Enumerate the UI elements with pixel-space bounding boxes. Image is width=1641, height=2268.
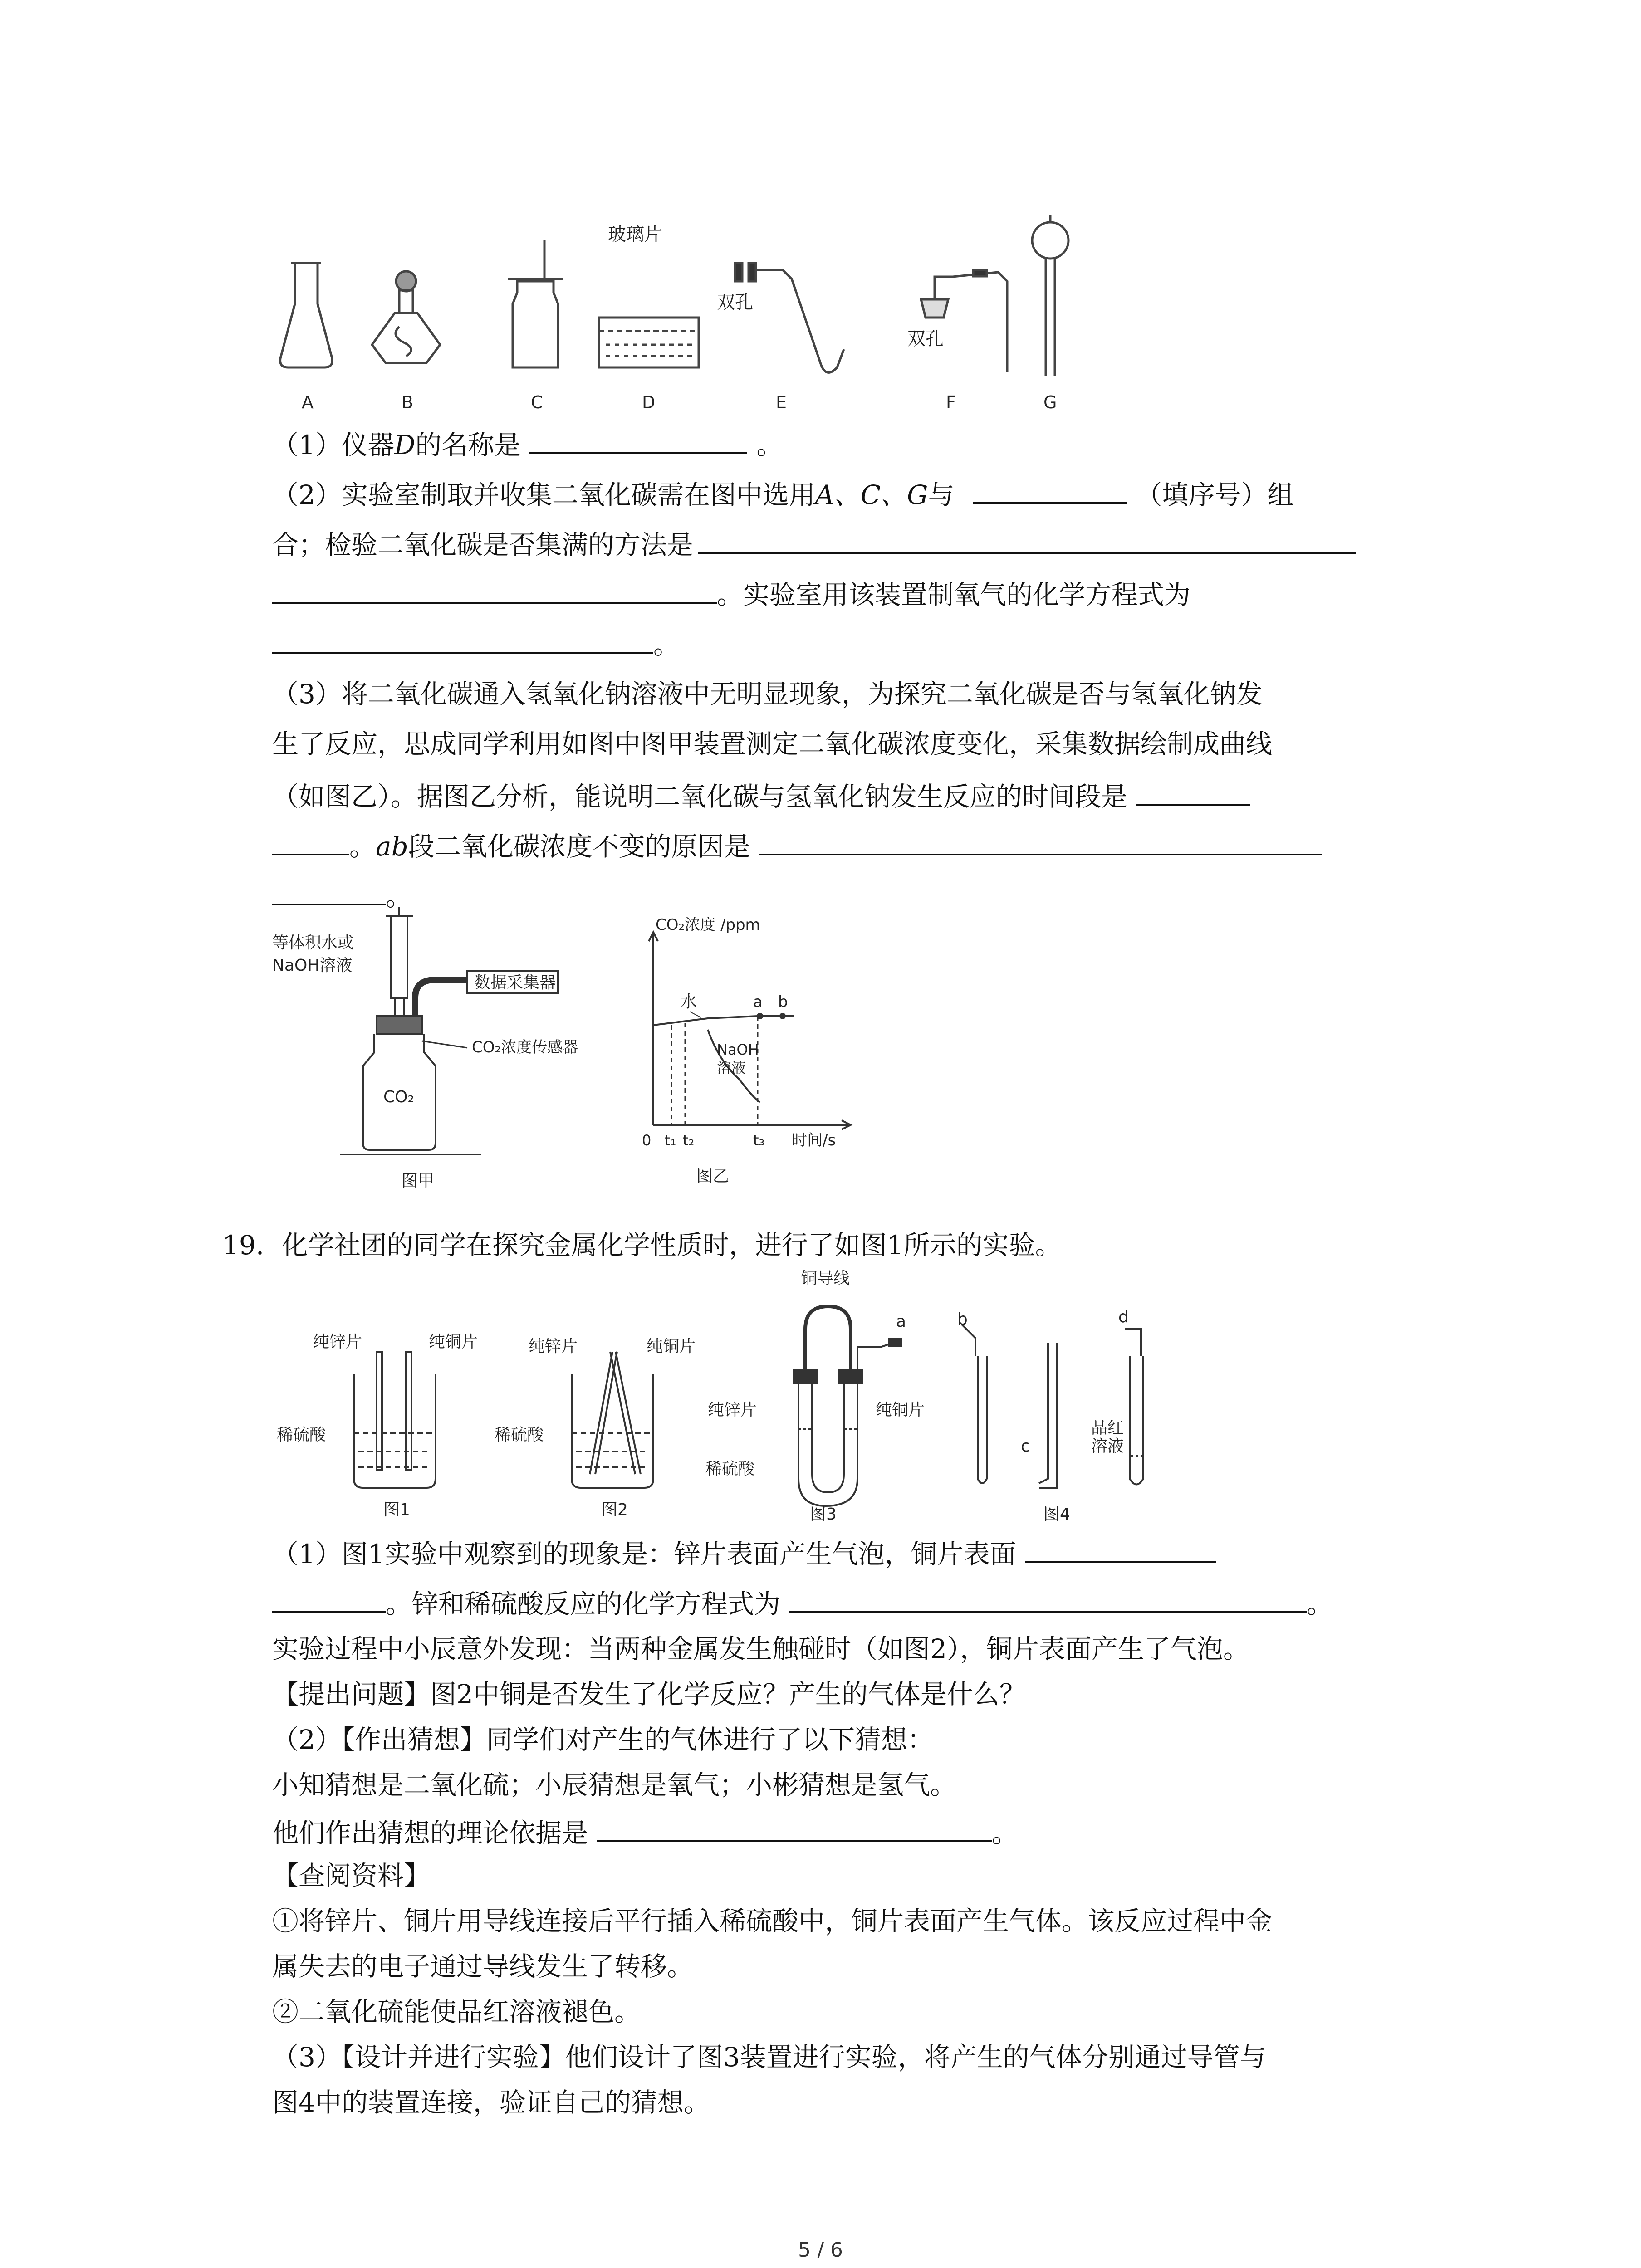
q18-p2-e: 。实验室用该装置制氧气的化学方程式为 [717,579,1191,610]
fig1-caption: 图1 [383,1501,410,1519]
origin-label: 0 [642,1132,652,1149]
q19-ref1-line1: ①将锌片、铜片用导线连接后平行插入稀硫酸中，铜片表面产生气体。该反应过程中金 [272,1906,1273,1936]
double-hole-f-label: 双孔 [907,328,944,349]
figure-jia [272,907,635,1188]
label-a: A [302,392,314,412]
data-collector-label: 数据采集器 [474,973,556,992]
apparatus-figure [254,213,1116,422]
q18-p2-f: 。 [653,629,680,660]
q19-question: 【提出问题】图2中铜是否发生了化学反应？产生的气体是什么？ [272,1679,1026,1710]
q18-part2-line3 [272,574,1190,613]
figures-1-to-4 [272,1266,1243,1524]
label-f: F [946,392,956,412]
tube-b [962,1325,975,1356]
bottle-co2-label: CO₂ [383,1088,414,1106]
q18-part2-line4 [272,624,680,663]
q19-number: 19. [222,1230,265,1261]
fig4-b-label: b [957,1310,968,1329]
q19-basis [272,1812,1018,1851]
q19-intro [222,1227,1062,1263]
q18-p3-l3: （如图乙）。据图乙分析，能说明二氧化碳与氢氧化钠发生反应的时间段是 [272,781,1128,812]
answer-blank-6[interactable] [1136,776,1250,806]
q18-part3-line4 [272,826,1322,865]
point-a [757,1013,763,1019]
q19-part1-line1 [272,1533,1216,1572]
fig3-copper-label: 纯铜片 [876,1401,925,1419]
figure-jia-caption: 图甲 [402,1172,435,1188]
fig4-pinhong-2: 溶液 [1091,1437,1124,1456]
q18-p1-post: 的名称是 [415,430,521,460]
answer-blank-10[interactable] [1025,1533,1216,1563]
fig3-a-label: a [896,1312,906,1331]
fig1-zinc-label: 纯锌片 [313,1333,362,1351]
q19-p1-b: 。锌和稀硫酸反应的化学方程式为 [386,1589,781,1619]
q19-ref-heading: 【查阅资料】 [272,1860,431,1891]
q18-part1 [272,424,783,463]
trough-d [599,318,699,367]
q19-exp-line2: 图4中的装置连接，验证自己的猜想。 [272,2087,710,2118]
fig4-pinhong-1: 品红 [1091,1419,1124,1437]
q19-exp-line1: （3）【设计并进行实验】他们设计了图3装置进行实验，将产生的气体分别通过导管与 [272,2042,1266,2072]
q18-part3-line1: （3）将二氧化碳通入氢氧化钠溶液中无明显现象，为探究二氧化碳是否与氢氧化钠发 [272,679,1263,709]
q19-ref2: ②二氧化硫能使品红溶液褪色。 [272,1996,641,2027]
fig1-copper-label: 纯铜片 [429,1333,478,1351]
q19-intro-text: 化学社团的同学在探究金属化学性质时，进行了如图1所示的实验。 [281,1230,1062,1261]
q18-part3-line3 [272,776,1250,815]
glass-plate-label: 玻璃片 [608,224,662,245]
naoh-label-2: 溶液 [717,1059,746,1076]
fig2-caption: 图2 [601,1501,628,1519]
q18-p1-end: 。 [756,430,783,460]
fig2-zinc-label: 纯锌片 [529,1337,578,1356]
q18-p2-a: （2）实验室制取并收集二氧化碳需在图中选用 [272,479,815,510]
beaker-1 [354,1374,436,1488]
q19-accident: 实验过程中小辰意外发现：当两种金属发生触碰时（如图2），铜片表面产生了气泡。 [272,1633,1249,1664]
u-tube [798,1379,857,1506]
answer-blank-9[interactable] [272,875,386,905]
q19-basis-end: 。 [992,1818,1019,1848]
q18-part2-line1 [272,474,1294,513]
label-c: C [531,392,543,412]
tube-d [1125,1329,1141,1356]
flask-a [280,263,333,367]
q19-p1-c: 。 [1307,1589,1333,1619]
q19-guesses: 小知猜想是二氧化硫；小辰猜想是氧气；小彬猜想是氢气。 [272,1769,957,1800]
figure-yi [635,912,926,1188]
fig3-wire-label: 铜导线 [801,1269,850,1288]
syringe-label-1: 等体积水或 [272,934,354,952]
q18-part3-line2: 生了反应，思成同学利用如图中图甲装置测定二氧化碳浓度变化，采集数据绘制成曲线 [272,728,1273,759]
fig4-caption: 图4 [1043,1505,1070,1524]
funnel-g [1032,222,1068,259]
t3-label: t₃ [753,1132,765,1149]
point-a-label: a [753,993,763,1011]
answer-blank-1[interactable] [529,424,747,454]
answer-blank-7[interactable] [272,826,349,855]
t2-label: t₂ [683,1132,695,1149]
tube-c [1039,1343,1057,1488]
curve [653,1016,794,1025]
answer-blank-13[interactable] [597,1812,992,1842]
q19-part1-line2 [272,1583,1333,1622]
fig2-acid-label: 稀硫酸 [495,1426,544,1444]
q18-p2-c: （填序号）组 [1136,479,1294,510]
q18-p3-l4-var: ab [376,831,408,862]
answer-blank-11[interactable] [272,1583,386,1613]
label-d: D [642,392,656,412]
jar-c [513,281,558,367]
stopper-f [921,299,948,318]
answer-blank-5[interactable] [272,624,653,654]
fig1-acid-label: 稀硫酸 [277,1426,326,1444]
q19-p1-a: （1）图1实验中观察到的现象是：锌片表面产生气泡，铜片表面 [272,1539,1016,1569]
q18-part2-line2 [272,524,1356,563]
fig2-copper-label: 纯铜片 [647,1337,696,1356]
label-g: G [1043,392,1057,412]
q18-p2-vars: A、C、G [815,479,928,510]
answer-blank-3[interactable] [698,524,1356,554]
q18-p3-l5: 。 [386,881,412,912]
co2-sensor-label: CO₂浓度传感器 [472,1038,578,1056]
page-number: 5 / 6 [798,2239,843,2262]
syringe-label-2: NaOH溶液 [272,956,353,975]
answer-blank-4[interactable] [272,574,717,604]
label-b: B [402,392,414,412]
t1-label: t₁ [665,1132,676,1149]
q18-p2-b: 与 [928,479,955,510]
naoh-label-1: NaOH [717,1041,759,1058]
fig3-acid-label: 稀硫酸 [705,1460,755,1478]
label-e: E [776,392,787,412]
water-label: 水 [681,992,697,1011]
q19-guess: （2）【作出猜想】同学们对产生的气体进行了以下猜想： [272,1724,934,1755]
fig4-c-label: c [1021,1437,1030,1456]
q18-p3-l4-b: 段二氧化碳浓度不变的原因是 [408,831,750,862]
q19-ref1-line2: 属失去的电子通过导线发生了转移。 [272,1951,694,1982]
q19-basis-text: 他们作出猜想的理论依据是 [272,1818,588,1848]
point-b-label: b [778,993,788,1011]
point-b [779,1013,786,1019]
q18-p1-pre: （1）仪器 [272,430,394,460]
chart-x-label: 时间/s [792,1131,836,1149]
double-hole-e-label: 双孔 [717,292,753,313]
q18-p1-var: D [394,430,416,460]
fig3-caption: 图3 [810,1505,837,1524]
beaker-2 [572,1374,653,1488]
chart-y-label: CO₂浓度 /ppm [656,916,760,934]
fig3-zinc-label: 纯锌片 [708,1401,757,1419]
answer-blank-8[interactable] [759,826,1322,855]
tube-e [756,270,844,372]
q18-p2-d: 合；检验二氧化碳是否集满的方法是 [272,529,694,560]
figure-yi-caption: 图乙 [696,1167,730,1186]
fig4-d-label: d [1118,1308,1129,1326]
q18-p3-l4-a: 。 [349,831,376,862]
answer-blank-2[interactable] [973,474,1127,504]
answer-blank-12[interactable] [789,1583,1307,1613]
